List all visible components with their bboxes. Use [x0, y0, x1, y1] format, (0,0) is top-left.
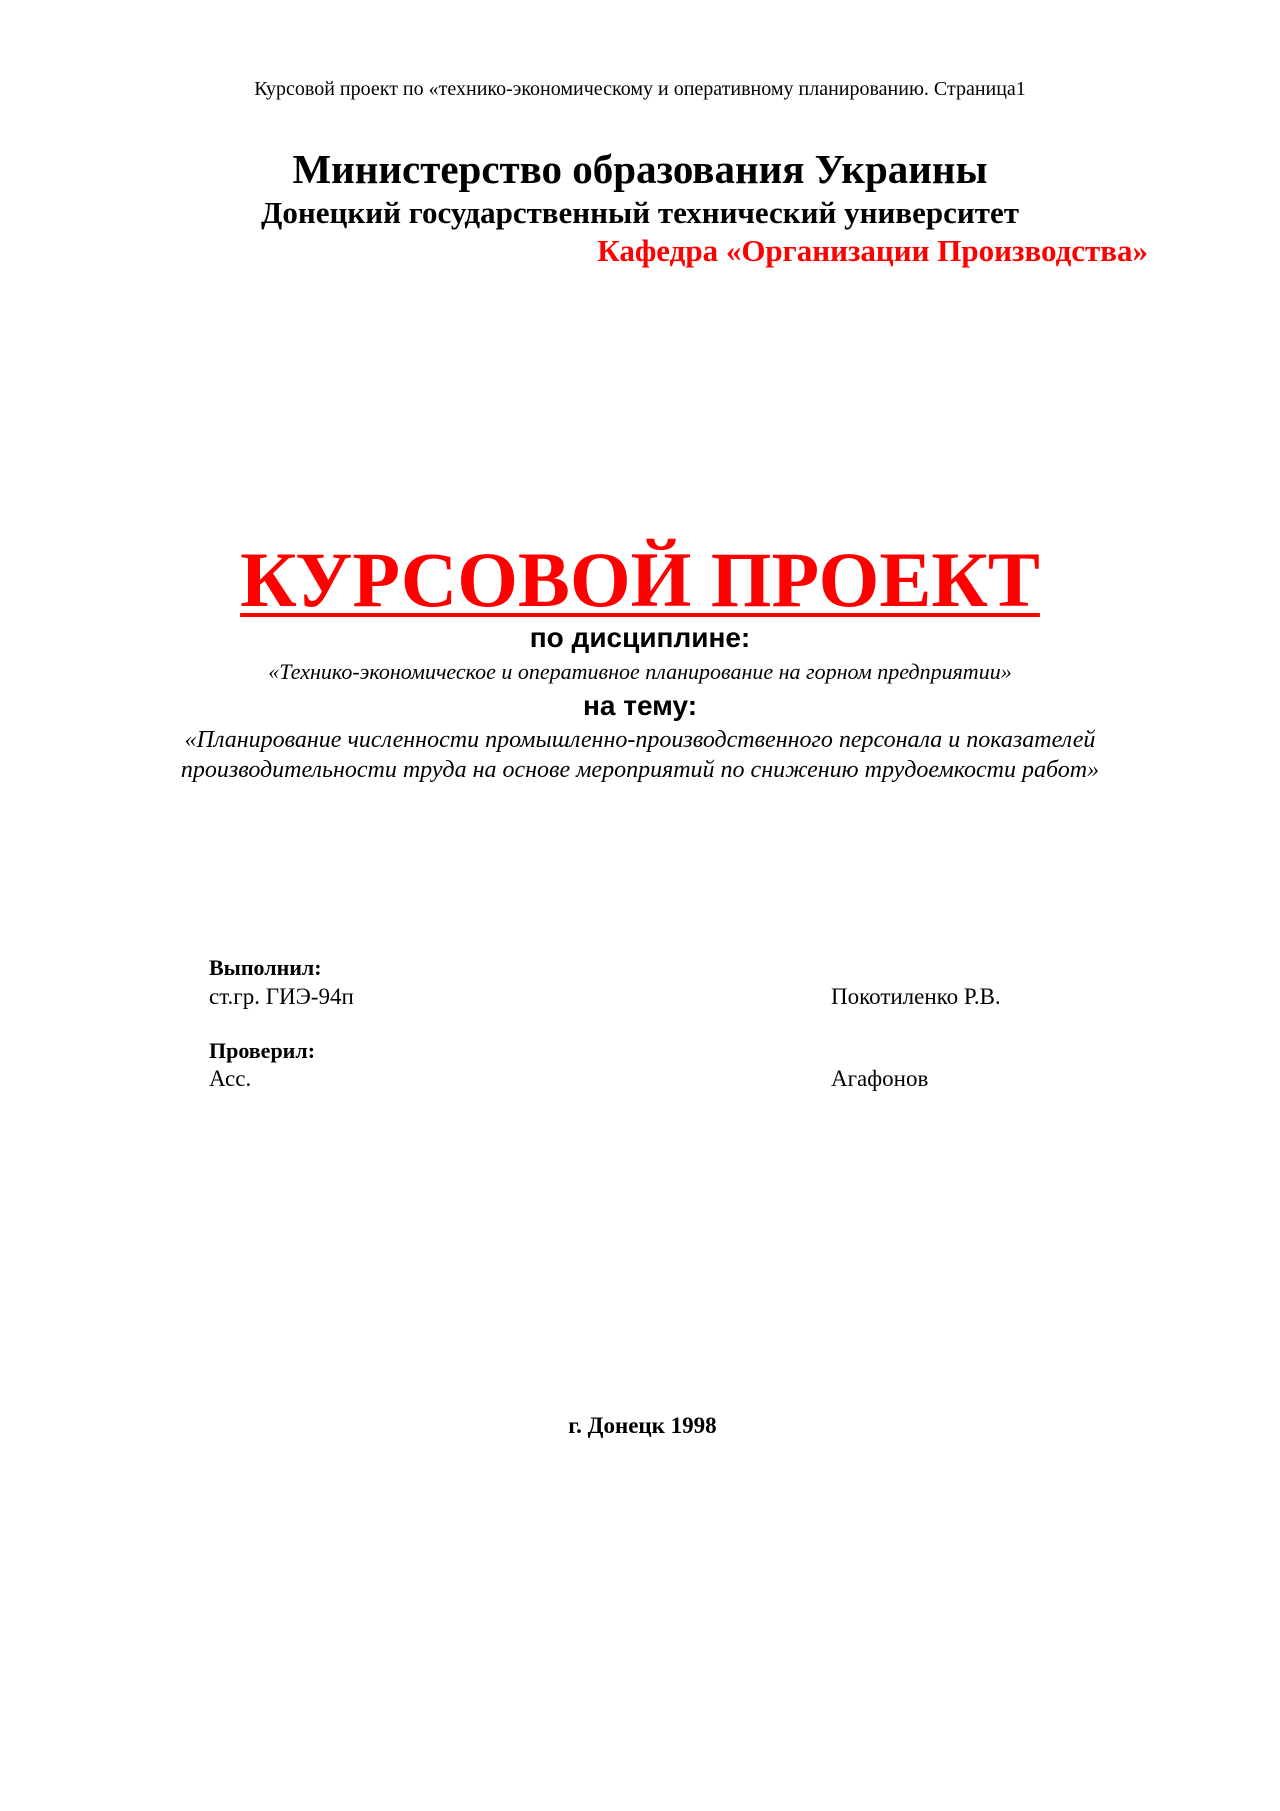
- document-title-text: КУРСОВОЙ ПРОЕКТ: [240, 536, 1040, 623]
- running-header: Курсовой проект по «технико-экономическому и оперативному планированию. Страница1: [254, 78, 1026, 100]
- discipline-label: по дисциплине:: [529, 622, 751, 653]
- ministry-name: Министерство образования Украины: [292, 146, 988, 192]
- checked-by-name: Агафонов: [831, 1066, 929, 1091]
- document-title: [0, 535, 1280, 625]
- topic-text-line-2: производительности труда на основе мероприятий по снижению трудоемкости работ»: [180, 757, 1100, 783]
- topic-label: на тему:: [582, 690, 698, 721]
- university-name: Донецкий государственный технический университет: [261, 195, 1019, 230]
- topic-text-line-1: «Планирование численности промышленно-производственного персонала и показателей: [184, 727, 1096, 753]
- performed-by-label: Выполнил:: [209, 955, 322, 980]
- discipline-name: «Технико-экономическое и оперативное планирование на горном предприятии»: [268, 659, 1012, 684]
- performed-by-group: ст.гр. ГИЭ-94п: [209, 984, 354, 1009]
- city-year: г. Донецк 1998: [568, 1413, 717, 1438]
- department-name: Кафедра «Организации Производства»: [597, 233, 1148, 268]
- performed-by-name: Покотиленко Р.В.: [831, 984, 1001, 1009]
- checked-by-label: Проверил:: [209, 1038, 316, 1063]
- checked-by-role: Асс.: [209, 1066, 252, 1091]
